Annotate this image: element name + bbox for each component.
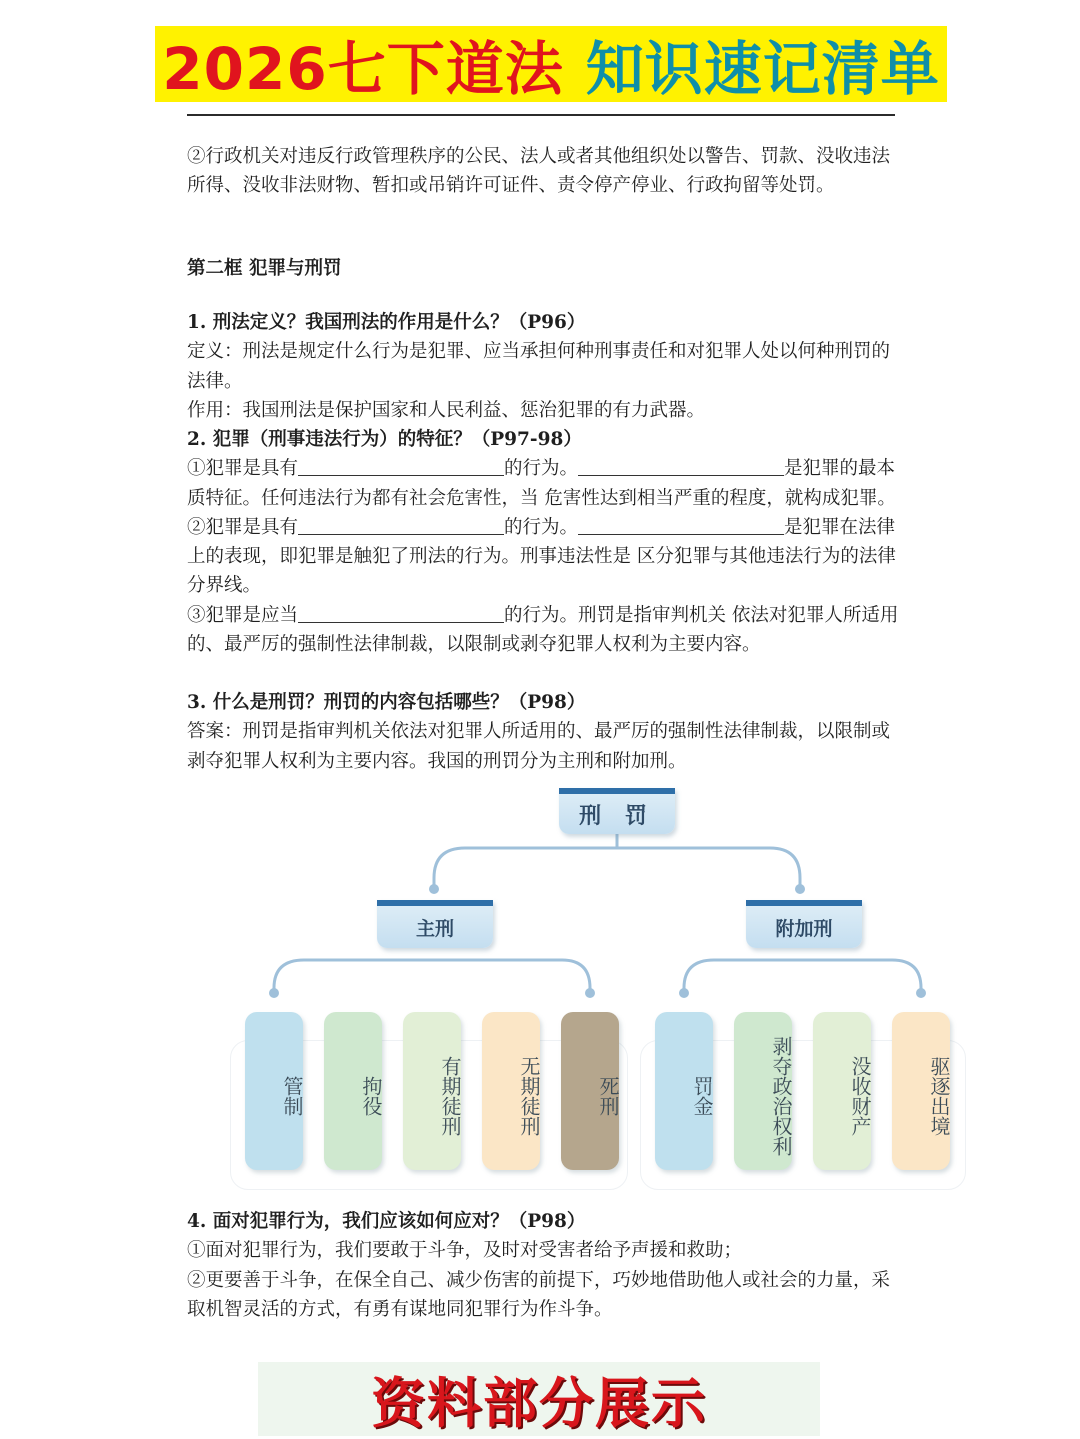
penalty-root-header: 刑 罚 [559,788,675,834]
question-2-item-1: ①犯罪是具有 的行为。 是犯罪的最本质特征。任何违法行为都有社会危害性，当 危害性达到相当严重的程度，就构成犯罪。 [187,458,896,509]
fill-blank [578,515,784,535]
question-3-title: 3. 什么是刑罚？刑罚的内容包括哪些？（P98） [187,692,586,713]
question-3-answer: 答案：刑罚是指审判机关依法对犯罪人所适用的、最严厉的强制性法律制裁，以限制或剥夺犯罪人权利为主要内容。我国的刑罚分为主刑和附加刑。 [187,721,891,772]
question-2-item-2: ②犯罪是具有 的行为。 是犯罪在法律上的表现，即犯罪是触犯了刑法的行为。刑事违法性是 区分犯罪与其他违法行为的法律分界线。 [187,516,896,597]
preview-footer-label: 资料部分展示 [258,1362,820,1436]
title-banner [155,26,947,102]
additional-penalty-item: 没收财产 [813,1012,871,1170]
main-penalty-item: 管制 [245,1012,303,1170]
title-sub: 知识速记清单 [585,35,940,103]
question-2-title: 2. 犯罪（刑事违法行为）的特征？（P97-98） [187,429,582,450]
question-1 [187,308,899,425]
question-1-title: 1. 刑法定义？我国刑法的作用是什么？（P96） [187,312,586,333]
question-4-item-2: ②更要善于斗争，在保全自己、减少伤害的前提下，巧妙地借助他人或社会的力量，采取机智灵活的方式，有勇有谋地同犯罪行为作斗争。 [187,1269,891,1320]
title-divider [187,114,895,116]
additional-penalty-item: 驱逐出境 [892,1012,950,1170]
fill-blank [298,515,504,535]
question-1-definition: 定义：刑法是规定什么行为是犯罪、应当承担何种刑事责任和对犯罪人处以何种刑罚的法律。 [187,341,891,392]
main-penalty-header: 主刑 [377,900,493,948]
question-4-title: 4. 面对犯罪行为，我们应该如何应对？（P98） [187,1211,586,1232]
main-penalty-item: 拘役 [324,1012,382,1170]
main-penalty-item: 死刑 [561,1012,619,1170]
question-3 [187,688,899,776]
question-1-function: 作用：我国刑法是保护国家和人民利益、惩治犯罪的有力武器。 [187,399,706,421]
question-4 [187,1207,899,1324]
title-main: 2026七下道法 [162,35,564,103]
question-2-item-3: ③犯罪是应当 的行为。刑罚是指审判机关 依法对犯罪人所适用的、最严厉的强制性法律制裁，以限制或剥夺犯罪人权利为主要内容。 [187,604,899,656]
main-penalty-item: 有期徒刑 [403,1012,461,1170]
fill-blank [578,456,784,476]
section-title: 第二框 犯罪与刑罚 [187,258,342,279]
fill-blank [298,603,504,623]
additional-penalty-header: 附加刑 [746,900,862,948]
question-2 [187,425,899,659]
intro-paragraph: ②行政机关对违反行政管理秩序的公民、法人或者其他组织处以警告、罚款、没收违法所得、没收非法财物、暂扣或吊销许可证件、责令停产停业、行政拘留等处罚。 [187,146,891,197]
question-4-item-1: ①面对犯罪行为，我们要敢于斗争，及时对受害者给予声援和救助； [187,1240,743,1262]
additional-penalty-item: 罚金 [655,1012,713,1170]
main-penalty-item: 无期徒刑 [482,1012,540,1170]
additional-penalty-item: 剥夺政治权利 [734,1012,792,1170]
fill-blank [298,456,504,476]
